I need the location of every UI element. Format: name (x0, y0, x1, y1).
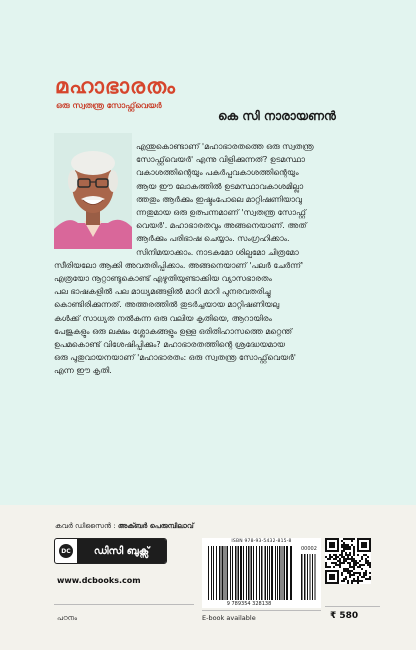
publisher-logo (54, 538, 167, 564)
blurb-line: ആയ ഈ ലോകത്തിൽ ഉടമസ്ഥാവകാശമില്ലാ (136, 181, 304, 191)
cover-design-credit (55, 522, 194, 531)
divider (325, 606, 380, 607)
book-subtitle: ഒരു സ്വതന്ത്ര സോഫ്റ്റ്‌വെയർ (56, 101, 162, 110)
blurb-line: ഒരു പുതുവായനയാണ് 'മഹാഭാരതം: ഒരു സ്വതന്ത്ര സോഫ്റ്റ്‌വെയർ' (54, 353, 296, 363)
blurb-line: ന്നതുമായ ഒരു ഉത്പന്നമാണ് 'സ്വതന്ത്ര സോഫ്റ്റ് (136, 208, 306, 218)
ebook-label: E-book available (202, 614, 256, 622)
author-name: കെ സി നാരായണൻ (218, 109, 336, 123)
blurb-line: എന്ന ഈ കൃതി. (54, 366, 112, 376)
dc-badge: DC (55, 540, 77, 562)
barcode-number: 9 789354 328138 (226, 601, 272, 607)
blurb-line: സീരിയലോ ആക്കി അവതരിപ്പിക്കാം. അങ്ങനെയാണ് 'പലർ ചേർന്ന്' (54, 260, 304, 270)
book-title: മഹാഭാരതം (55, 74, 176, 98)
publisher-name: ഡിസി ബുക്സ് (77, 539, 166, 563)
blurb-line: സോഫ്റ്റ്‌വെയർ' എന്നു വിളിക്കുന്നത്? ഉടമസ്ഥാ (136, 155, 305, 165)
divider (54, 604, 194, 605)
divider (202, 610, 321, 611)
blurb-line: എത്രയോ നൂറ്റാണ്ടുകൊണ്ട് എഴുതിയുണ്ടാക്കിയ വ്യാസഭാരതം (54, 274, 272, 284)
blurb-line: കൊണ്ടിരിക്കുന്നത്. അത്തരത്തിൽ തുടർച്ചയായ മാറ്റിഷണിയലു (54, 300, 280, 310)
credit-name: അക്ബർ പെരുമ്പിലാവ് (117, 522, 194, 530)
blurb-line: എന്തുകൊണ്ടാണ് 'മഹാഭാരതത്തെ ഒരു സ്വതന്ത്ര (136, 142, 314, 151)
isbn-text: ISBN 978-93-5432-815-8 (231, 539, 292, 544)
qr-code[interactable] (325, 538, 371, 584)
barcode (206, 546, 318, 600)
credit-label: കവർ ഡിസൈൻ : (55, 522, 116, 530)
author-photo (54, 133, 132, 249)
blurb-text (54, 140, 398, 378)
blurb-line: വെയർ'. മഹാഭാരതവും അങ്ങനെയാണ്. അത് (136, 221, 307, 231)
blurb-line: സിനിമയാക്കാം. നാടകമോ ശില്പമോ ചിത്രമോ (136, 247, 299, 257)
blurb-line: കൾക്ക് സാധ്യത നൽകുന്ന ഒരു വലിയ കൃതിയെ, ആറായിരം (54, 313, 272, 323)
blurb-line: പേജുകളും ഒരു ലക്ഷം ശ്ലോകങ്ങളും ഉള്ള ഒരിതിഹാസത്തെ മറ്റെന്ത് (54, 326, 293, 336)
barcode-addon: 00002 (301, 546, 317, 552)
website-link[interactable]: www.dcbooks.com (57, 576, 141, 585)
blurb-line: വകാശത്തിന്റെയും പകർപ്പവകാശത്തിന്റെയും (136, 168, 299, 178)
blurb-line: ആർക്കും പരിഭാഷ ചെയ്യാം. സംഗ്രഹിക്കാം. (136, 234, 290, 244)
blurb-line: ത്തതും ആർക്കും ഇഷ്ടംപോലെ മാറ്റിഷണിയാവു (136, 194, 302, 204)
blurb-line: പല ഭാഷകളിൽ പല മാധ്യമങ്ങളിൽ മാറി മാറി പുനരവതരിച്ചു (54, 287, 271, 297)
genre-label: പഠനം (57, 614, 78, 622)
price-label: ₹ 580 (330, 611, 359, 621)
blurb-line: ഉപമകൊണ്ട് വിശേഷിപ്പിക്കും? മഹാഭാരതത്തിന്റെ ശ്രദ്ധേയമായ (54, 340, 285, 350)
